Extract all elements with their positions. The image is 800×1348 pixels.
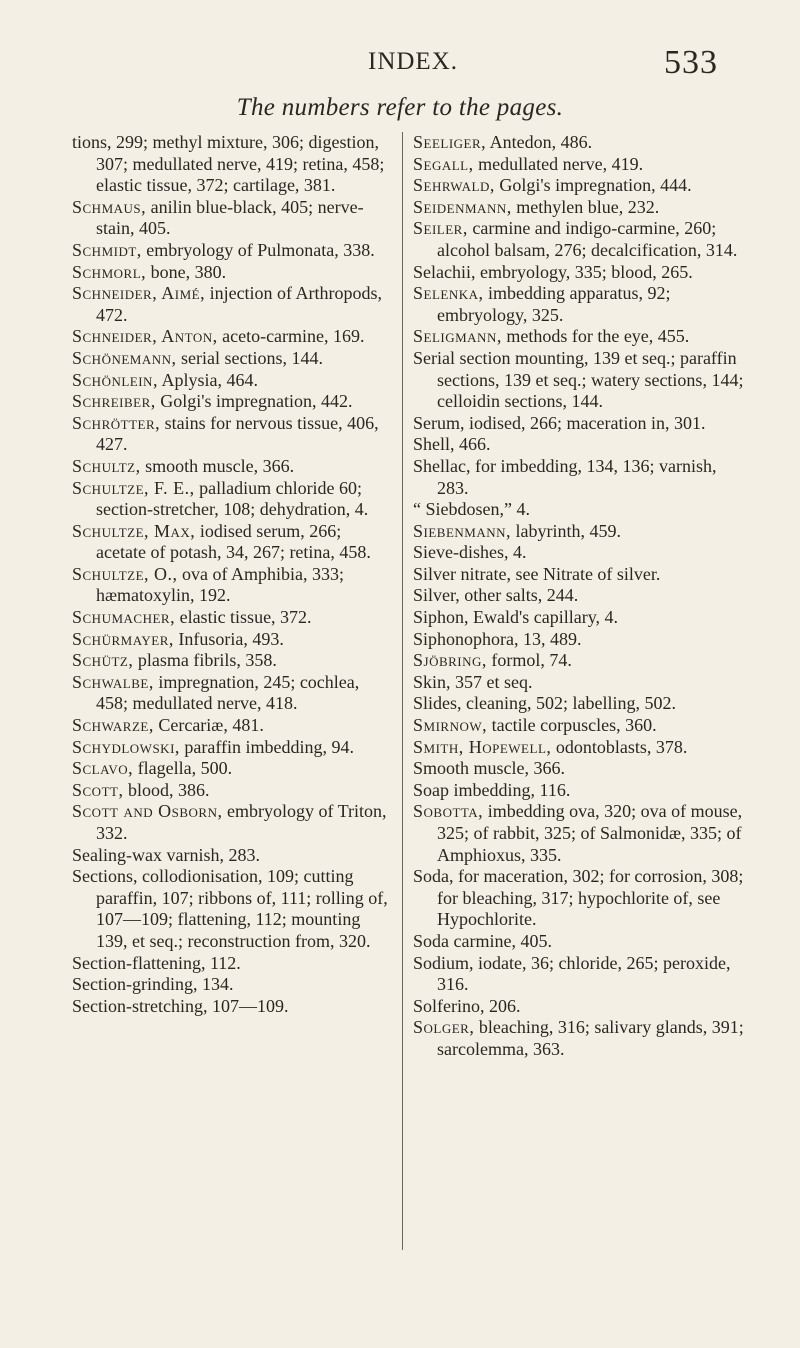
index-entry — [413, 283, 745, 326]
index-entry — [72, 370, 394, 392]
index-entry-text: stains for nervous tissue, 406, 427. — [96, 412, 379, 455]
index-entry — [72, 715, 394, 737]
index-entry — [413, 499, 745, 521]
index-entry-text: Smooth muscle, 366. — [413, 758, 565, 779]
index-entry — [413, 672, 745, 694]
index-entry-head: Smirnow, — [413, 715, 488, 736]
index-entry-head: Schydlowski, — [72, 736, 180, 757]
index-entry-text: smooth muscle, 366. — [140, 455, 295, 476]
index-entry — [413, 175, 745, 197]
index-entry-text: impregnation, 245; cochlea, 458; medullated nerve, 418. — [96, 671, 360, 714]
index-entry — [72, 521, 394, 564]
index-entry — [72, 413, 394, 456]
index-entry-head: Schwalbe, — [72, 671, 154, 692]
index-entry — [72, 672, 394, 715]
index-entry-text: Serum, iodised, 266; maceration in, 301. — [413, 412, 706, 433]
index-entry — [72, 132, 394, 197]
index-entry — [413, 585, 745, 607]
index-entry-head: Seiler, — [413, 218, 468, 239]
index-entry-head: Schwarze, — [72, 715, 154, 736]
index-entry — [413, 650, 745, 672]
index-entry-text: bleaching, 316; salivary glands, 391; sarcolemma, 363. — [437, 1017, 744, 1059]
index-entry-text: Section-stretching, 107—109. — [72, 995, 289, 1016]
index-entry-text: Sections, collodionisation, 109; cutting paraffin, 107; ribbons of, 111; rolling of, 107—109; flattening, 112; mounting 139, et seq.; reconstruction from, 320. — [72, 866, 388, 951]
index-entry — [413, 262, 745, 284]
index-entry — [72, 391, 394, 413]
index-entry-text: Golgi's impregnation, 442. — [155, 391, 353, 412]
index-entry-text: Aplysia, 464. — [157, 369, 258, 390]
index-entry-text: Solferino, 206. — [413, 995, 521, 1016]
index-entry-text: plasma fibrils, 358. — [133, 650, 277, 671]
index-entry — [72, 262, 394, 284]
index-entry — [413, 758, 745, 780]
index-entry-head: Schultz, — [72, 455, 141, 476]
index-entry — [413, 456, 745, 499]
index-entry-text: elastic tissue, 372. — [175, 607, 312, 628]
index-entry-text: blood, 386. — [123, 779, 210, 800]
index-entry-head: Schrötter, — [72, 412, 161, 433]
index-entry — [72, 780, 394, 802]
index-entry-text: Infusoria, 493. — [173, 628, 284, 649]
index-entry-head: Schönemann, — [72, 347, 177, 368]
index-entry — [72, 845, 394, 867]
index-entry-text: aceto-carmine, 169. — [217, 326, 365, 347]
index-entry — [72, 197, 394, 240]
index-entry-text: labyrinth, 459. — [511, 520, 622, 541]
index-entry-text: Selachii, embryology, 335; blood, 265. — [413, 261, 693, 282]
index-entry-text: Section-grinding, 134. — [72, 974, 234, 995]
index-entry — [413, 326, 745, 348]
index-entry-text: Shell, 466. — [413, 434, 491, 455]
index-entry-text: flagella, 500. — [133, 758, 233, 779]
index-entry-head: Seidenmann, — [413, 196, 512, 217]
index-entry-head: Siebenmann, — [413, 520, 512, 541]
index-entry — [72, 758, 394, 780]
index-entry-head: Selenka, — [413, 283, 484, 304]
index-entry — [72, 866, 394, 952]
index-entry — [413, 218, 745, 261]
index-entry-text: tions, 299; methyl mixture, 306; digestion, 307; medullated nerve, 419; retina, 458; elastic tissue, 372; cartilage, 381. — [72, 132, 385, 196]
index-entry — [72, 650, 394, 672]
index-entry-text: Skin, 357 et seq. — [413, 671, 533, 692]
index-entry-text: Slides, cleaning, 502; labelling, 502. — [413, 693, 676, 714]
index-entry-text: anilin blue-black, 405; nerve-stain, 405. — [96, 196, 364, 239]
index-entry-text: methods for the eye, 455. — [501, 326, 690, 347]
index-entry-head: Schmidt, — [72, 239, 142, 260]
index-entry-head: Schneider, Anton, — [72, 326, 218, 347]
index-entry — [72, 801, 394, 844]
index-entry-text: Sieve-dishes, 4. — [413, 542, 527, 563]
index-entry-text: medullated nerve, 419. — [473, 153, 644, 174]
index-entry-text: Siphonophora, 13, 489. — [413, 628, 582, 649]
index-entry — [72, 348, 394, 370]
index-entry-text: Cercariæ, 481. — [153, 715, 264, 736]
index-entry-head: Schmorl, — [72, 261, 147, 282]
index-entry-text: embryology of Pulmonata, 338. — [141, 239, 375, 260]
index-entry — [413, 154, 745, 176]
index-entry — [72, 607, 394, 629]
index-entry-text: imbedding apparatus, 92; embryology, 325. — [437, 283, 671, 325]
index-entry-text: imbedding ova, 320; ova of mouse, 325; of rabbit, 325; of Salmonidæ, 335; of Amphioxus, 335. — [437, 801, 743, 865]
index-entry-head: Schneider, Aimé, — [72, 283, 206, 304]
index-entry — [72, 629, 394, 651]
index-entry — [72, 564, 394, 607]
index-entry — [413, 1017, 745, 1060]
index-entry-text: palladium chloride 60; section-stretcher, 108; dehydration, 4. — [96, 477, 369, 520]
page-header — [0, 44, 800, 84]
index-entry-text: Silver, other salts, 244. — [413, 585, 579, 606]
index-entry — [72, 240, 394, 262]
index-entry — [413, 521, 745, 543]
index-entry-head: Seligmann, — [413, 326, 502, 347]
index-entry-head: Smith, Hopewell, — [413, 736, 552, 757]
index-entry-text: Soap imbedding, 116. — [413, 779, 571, 800]
index-entry-text: bone, 380. — [146, 261, 227, 282]
index-entry — [72, 283, 394, 326]
index-entry-text: Soda, for maceration, 302; for corrosion, 308; for bleaching, 317; hypochlorite of, see Hypochlorite. — [413, 866, 744, 930]
index-entry-text: Soda carmine, 405. — [413, 930, 552, 951]
index-entry-text: Golgi's impregnation, 444. — [494, 175, 692, 196]
index-entry-text: odontoblasts, 378. — [551, 736, 688, 757]
index-entry-head: Schumacher, — [72, 607, 176, 628]
index-entry — [413, 564, 745, 586]
index-entry-head: Scott, — [72, 779, 124, 800]
index-entry-text: Siphon, Ewald's capillary, 4. — [413, 607, 619, 628]
index-entry-text: Section-flattening, 112. — [72, 952, 241, 973]
page-number: 533 — [664, 44, 718, 81]
index-entry-head: Segall, — [413, 153, 474, 174]
index-entry — [413, 132, 745, 154]
index-entry — [413, 996, 745, 1018]
left-column — [72, 132, 394, 1017]
index-entry-text: ova of Amphibia, 333; hæmatoxylin, 192. — [96, 563, 345, 606]
index-entry-head: Schmaus, — [72, 196, 147, 217]
index-entry-head: Schultze, Max, — [72, 520, 196, 541]
index-entry-head: Sobotta, — [413, 801, 484, 822]
index-entry-text: embryology of Triton, 332. — [96, 801, 387, 843]
index-entry-text: methylen blue, 232. — [511, 196, 660, 217]
index-entry — [413, 715, 745, 737]
index-entry — [413, 953, 745, 996]
index-entry-head: Scott and Osborn, — [72, 801, 223, 822]
index-entry-head: Schönlein, — [72, 369, 158, 390]
column-divider — [402, 132, 403, 1250]
index-entry — [413, 629, 745, 651]
index-entry — [413, 197, 745, 219]
index-entry-text: Serial section mounting, 139 et seq.; paraffin sections, 139 et seq.; watery sections, 144; celloidin sections, 144. — [413, 347, 744, 412]
index-entry-text: Antedon, 486. — [486, 132, 593, 152]
index-entry-text: Shellac, for imbedding, 134, 136; varnish, 283. — [413, 455, 717, 498]
index-entry — [72, 737, 394, 759]
index-entry — [413, 737, 745, 759]
index-entry — [413, 931, 745, 953]
index-entry-head: Seeliger, — [413, 132, 487, 152]
running-head: INDEX. — [368, 48, 459, 75]
index-entry-head: Sehrwald, — [413, 175, 495, 196]
index-entry-text: iodised serum, 266; acetate of potash, 34, 267; retina, 458. — [96, 520, 371, 563]
index-entry — [413, 801, 745, 866]
index-entry — [413, 866, 745, 931]
index-entry-text: Silver nitrate, see Nitrate of silver. — [413, 563, 661, 584]
index-entry-text: tactile corpuscles, 360. — [487, 715, 657, 736]
index-entry-text: “ Siebdosen,” 4. — [413, 499, 530, 520]
index-entry — [413, 542, 745, 564]
index-entry-text: formol, 74. — [486, 650, 572, 671]
index-entry-head: Sjöbring, — [413, 650, 487, 671]
index-entry-head: Schreiber, — [72, 391, 156, 412]
index-entry-head: Schürmayer, — [72, 628, 174, 649]
index-entry-text: injection of Arthropods, 472. — [96, 283, 383, 325]
index-entry — [72, 478, 394, 521]
index-entry — [413, 413, 745, 435]
index-entry-head: Sclavo, — [72, 758, 134, 779]
index-entry-text: paraffin imbedding, 94. — [179, 736, 355, 757]
index-caption: The numbers refer to the pages. — [236, 94, 564, 121]
index-entry — [72, 953, 394, 975]
index-entry-text: Sodium, iodate, 36; chloride, 265; peroxide, 316. — [413, 952, 731, 995]
index-entry — [72, 456, 394, 478]
index-entry — [413, 434, 745, 456]
index-entry-head: Solger, — [413, 1017, 475, 1038]
index-entry-text: serial sections, 144. — [176, 347, 323, 368]
index-entry — [413, 693, 745, 715]
index-entry-head: Schultze, O., — [72, 563, 178, 584]
index-entry — [413, 348, 745, 413]
index-entry-text: Sealing-wax varnish, 283. — [72, 844, 260, 865]
index-entry — [413, 780, 745, 802]
index-entry-head: Schultze, F. E., — [72, 477, 195, 498]
right-column — [413, 132, 745, 1061]
index-entry — [72, 996, 394, 1018]
index-entry — [413, 607, 745, 629]
index-entry-text: carmine and indigo-carmine, 260; alcohol balsam, 276; decalcification, 314. — [437, 218, 738, 260]
index-entry-head: Schütz, — [72, 650, 134, 671]
index-entry — [72, 326, 394, 348]
index-entry — [72, 974, 394, 996]
